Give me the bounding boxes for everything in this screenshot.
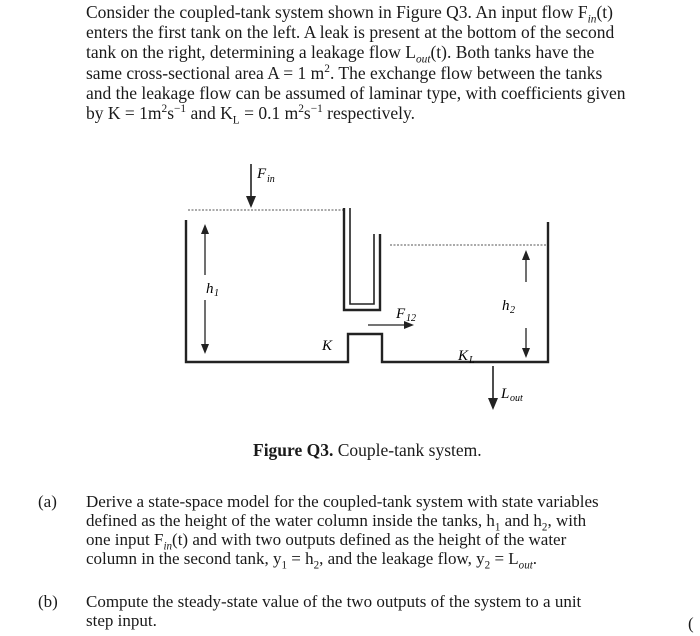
part-b-body <box>86 592 686 630</box>
problem-line-1: Consider the coupled-tank system shown in Figure Q3. An input flow $F_{in}(t)$ <box>86 2 614 26</box>
problem-line-6: by $K = 1m^2s^{-1}$ and $K_L = 0.1$ $m^2s^{-1}$ respectively. <box>86 103 415 127</box>
figure-caption-label: Figure Q3. <box>253 440 334 460</box>
f12-label-sub: 12 <box>406 313 416 324</box>
part-a-line-1: Derive a state-space model for the coupled-tank system with state variables <box>86 492 599 511</box>
figure-caption <box>253 440 482 461</box>
part-a-body <box>86 492 686 572</box>
part-b-tag: (b) <box>38 592 58 611</box>
h1-label-sub: 1 <box>214 288 219 299</box>
h2-arrow-up-head <box>522 250 530 260</box>
inflow-arrow-head <box>246 196 256 208</box>
part-a-line-3: one input $F_{in}(t)$ and with two outputs defined as the height of the water <box>86 530 567 553</box>
kl-label: K <box>458 348 469 364</box>
figure-caption-text: Couple-tank system. <box>333 440 482 460</box>
part-b-line-1: Compute the steady-state value of the two outputs of the system to a unit <box>86 592 582 611</box>
inflow-label: F <box>257 166 267 182</box>
part-b-line-2: step input. <box>86 611 157 630</box>
h2-label-sub: 2 <box>510 305 515 316</box>
edge-bracket: ( <box>688 614 694 633</box>
f12-label: F <box>396 306 406 322</box>
part-a-line-4: column in the second tank, $y_1 = h_2$, and the leakage flow, $y_2 = L_{out}$. <box>86 549 538 572</box>
problem-statement <box>86 2 696 127</box>
coupled-tank-figure <box>150 150 570 430</box>
tank-outline <box>186 220 548 362</box>
inflow-label-sub: in <box>267 174 275 185</box>
kl-label-sub: L <box>469 355 475 366</box>
outflow-label-sub: out <box>510 393 523 404</box>
h1-label: h <box>206 281 214 297</box>
tank-partition-inner <box>350 208 374 304</box>
h1-arrow-down-head <box>201 344 209 354</box>
problem-line-4: same cross-sectional area A = 1 $m^2$. The exchange flow between the tanks <box>86 62 603 83</box>
problem-line-3: tank on the right, determining a leakage flow $L_{out}(t)$. Both tanks have the <box>86 42 595 66</box>
tank-diagram <box>150 150 570 430</box>
outflow-label: L <box>501 386 510 402</box>
h1-arrow-up-head <box>201 224 209 234</box>
h2-label: h <box>502 298 510 314</box>
k-label: K <box>322 338 333 354</box>
problem-line-5: and the leakage flow can be assumed of laminar type, with coefficients given <box>86 82 626 103</box>
outflow-arrow-head <box>488 398 498 410</box>
h2-arrow-down-head <box>522 348 530 358</box>
problem-line-2: enters the first tank on the left. A leak is present at the bottom of the second <box>86 22 615 43</box>
part-a-line-2: defined as the height of the water column inside the tanks, $h_1$ and $h_2$, with <box>86 511 587 534</box>
part-a-tag: (a) <box>38 492 57 511</box>
